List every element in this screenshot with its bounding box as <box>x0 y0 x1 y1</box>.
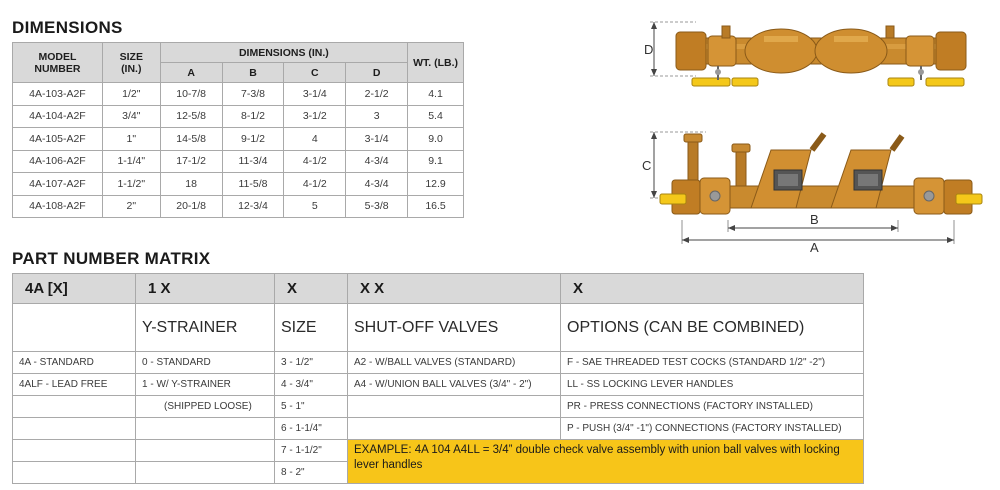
table-row <box>13 396 864 418</box>
matrix-cell: 4 - 3/4" <box>275 374 348 396</box>
table-row <box>13 83 464 106</box>
cell-model: 4A-106-A2F <box>13 150 103 173</box>
valve-side-view-diagram <box>636 120 986 255</box>
matrix-cell: 7 - 1-1/2" <box>275 440 348 462</box>
matrix-cell: 0 - STANDARD <box>136 352 275 374</box>
cell-b: 7-3/8 <box>222 83 284 106</box>
matrix-cell: 3 - 1/2" <box>275 352 348 374</box>
cell-wt: 9.1 <box>408 150 464 173</box>
matrix-header: X <box>561 274 864 304</box>
cell-model: 4A-108-A2F <box>13 195 103 218</box>
cell-c: 3-1/4 <box>284 83 346 106</box>
table-row <box>13 128 464 151</box>
cell-a: 14-5/8 <box>160 128 222 151</box>
header-b: B <box>222 63 284 83</box>
header-c: C <box>284 63 346 83</box>
matrix-cell: F - SAE THREADED TEST COCKS (STANDARD 1/2" -2") <box>561 352 864 374</box>
header-model-number: MODEL NUMBER <box>13 43 103 83</box>
matrix-cell: 1 - W/ Y-STRAINER <box>136 374 275 396</box>
table-row <box>13 173 464 196</box>
matrix-category <box>13 304 136 352</box>
matrix-cell <box>13 396 136 418</box>
matrix-cell: PR - PRESS CONNECTIONS (FACTORY INSTALLED) <box>561 396 864 418</box>
matrix-cell: P - PUSH (3/4" -1") CONNECTIONS (FACTORY INSTALLED) <box>561 418 864 440</box>
matrix-cell: 4ALF - LEAD FREE <box>13 374 136 396</box>
matrix-cell: A4 - W/UNION BALL VALVES (3/4" - 2") <box>348 374 561 396</box>
cell-model: 4A-103-A2F <box>13 83 103 106</box>
cell-c: 4-1/2 <box>284 173 346 196</box>
cell-size: 3/4" <box>102 105 160 128</box>
table-row <box>13 150 464 173</box>
header-size: SIZE (IN.) <box>102 43 160 83</box>
part-number-matrix-title: PART NUMBER MATRIX <box>12 249 211 268</box>
header-a: A <box>160 63 222 83</box>
matrix-cell <box>136 440 275 462</box>
dimensions-table <box>12 42 464 218</box>
cell-d: 4-3/4 <box>346 150 408 173</box>
cell-model: 4A-104-A2F <box>13 105 103 128</box>
cell-d: 4-3/4 <box>346 173 408 196</box>
matrix-category: SIZE <box>275 304 348 352</box>
matrix-cell <box>13 462 136 484</box>
cell-wt: 16.5 <box>408 195 464 218</box>
label-c: C <box>642 158 652 173</box>
table-row <box>13 105 464 128</box>
cell-size: 1-1/4" <box>102 150 160 173</box>
cell-d: 3 <box>346 105 408 128</box>
matrix-cell: 8 - 2" <box>275 462 348 484</box>
table-row <box>13 352 864 374</box>
matrix-cell <box>13 440 136 462</box>
matrix-cell: 4A - STANDARD <box>13 352 136 374</box>
part-number-matrix-table <box>12 273 864 484</box>
cell-b: 11-5/8 <box>222 173 284 196</box>
table-row <box>13 418 864 440</box>
matrix-cell <box>136 462 275 484</box>
matrix-cell <box>13 418 136 440</box>
cell-wt: 9.0 <box>408 128 464 151</box>
cell-a: 17-1/2 <box>160 150 222 173</box>
valve-top-view-diagram <box>636 14 986 104</box>
cell-size: 2" <box>102 195 160 218</box>
matrix-cell: 5 - 1" <box>275 396 348 418</box>
cell-d: 2-1/2 <box>346 83 408 106</box>
cell-wt: 4.1 <box>408 83 464 106</box>
cell-model: 4A-105-A2F <box>13 128 103 151</box>
cell-a: 10-7/8 <box>160 83 222 106</box>
header-weight: WT. (LB.) <box>408 43 464 83</box>
matrix-header: 4A [X] <box>13 274 136 304</box>
header-dimensions: DIMENSIONS (IN.) <box>160 43 407 63</box>
table-row <box>13 374 864 396</box>
matrix-header: 1 X <box>136 274 275 304</box>
matrix-cell: A2 - W/BALL VALVES (STANDARD) <box>348 352 561 374</box>
cell-c: 3-1/2 <box>284 105 346 128</box>
matrix-category: Y-STRAINER <box>136 304 275 352</box>
cell-b: 12-3/4 <box>222 195 284 218</box>
cell-size: 1/2" <box>102 83 160 106</box>
matrix-category: OPTIONS (CAN BE COMBINED) <box>561 304 864 352</box>
cell-size: 1-1/2" <box>102 173 160 196</box>
matrix-cell: (SHIPPED LOOSE) <box>136 396 275 418</box>
matrix-header-row <box>13 274 864 304</box>
cell-a: 18 <box>160 173 222 196</box>
label-b: B <box>810 212 819 227</box>
cell-wt: 12.9 <box>408 173 464 196</box>
cell-b: 9-1/2 <box>222 128 284 151</box>
dimensions-title: DIMENSIONS <box>12 18 123 37</box>
cell-c: 5 <box>284 195 346 218</box>
cell-a: 12-5/8 <box>160 105 222 128</box>
cell-d: 3-1/4 <box>346 128 408 151</box>
cell-a: 20-1/8 <box>160 195 222 218</box>
cell-c: 4-1/2 <box>284 150 346 173</box>
matrix-cell <box>348 396 561 418</box>
matrix-header: X <box>275 274 348 304</box>
cell-c: 4 <box>284 128 346 151</box>
matrix-category-row <box>13 304 864 352</box>
example-note: EXAMPLE: 4A 104 A4LL = 3/4” double check valve assembly with union ball valves with locking lever handles <box>348 440 864 484</box>
matrix-category: SHUT-OFF VALVES <box>348 304 561 352</box>
header-d: D <box>346 63 408 83</box>
table-row <box>13 195 464 218</box>
matrix-cell: LL - SS LOCKING LEVER HANDLES <box>561 374 864 396</box>
cell-wt: 5.4 <box>408 105 464 128</box>
cell-b: 8-1/2 <box>222 105 284 128</box>
cell-model: 4A-107-A2F <box>13 173 103 196</box>
label-a: A <box>810 240 819 255</box>
matrix-header: X X <box>348 274 561 304</box>
cell-size: 1" <box>102 128 160 151</box>
matrix-cell: 6 - 1-1/4" <box>275 418 348 440</box>
matrix-cell <box>348 418 561 440</box>
cell-d: 5-3/8 <box>346 195 408 218</box>
table-row <box>13 440 864 462</box>
label-d: D <box>644 42 654 57</box>
cell-b: 11-3/4 <box>222 150 284 173</box>
matrix-cell <box>136 418 275 440</box>
